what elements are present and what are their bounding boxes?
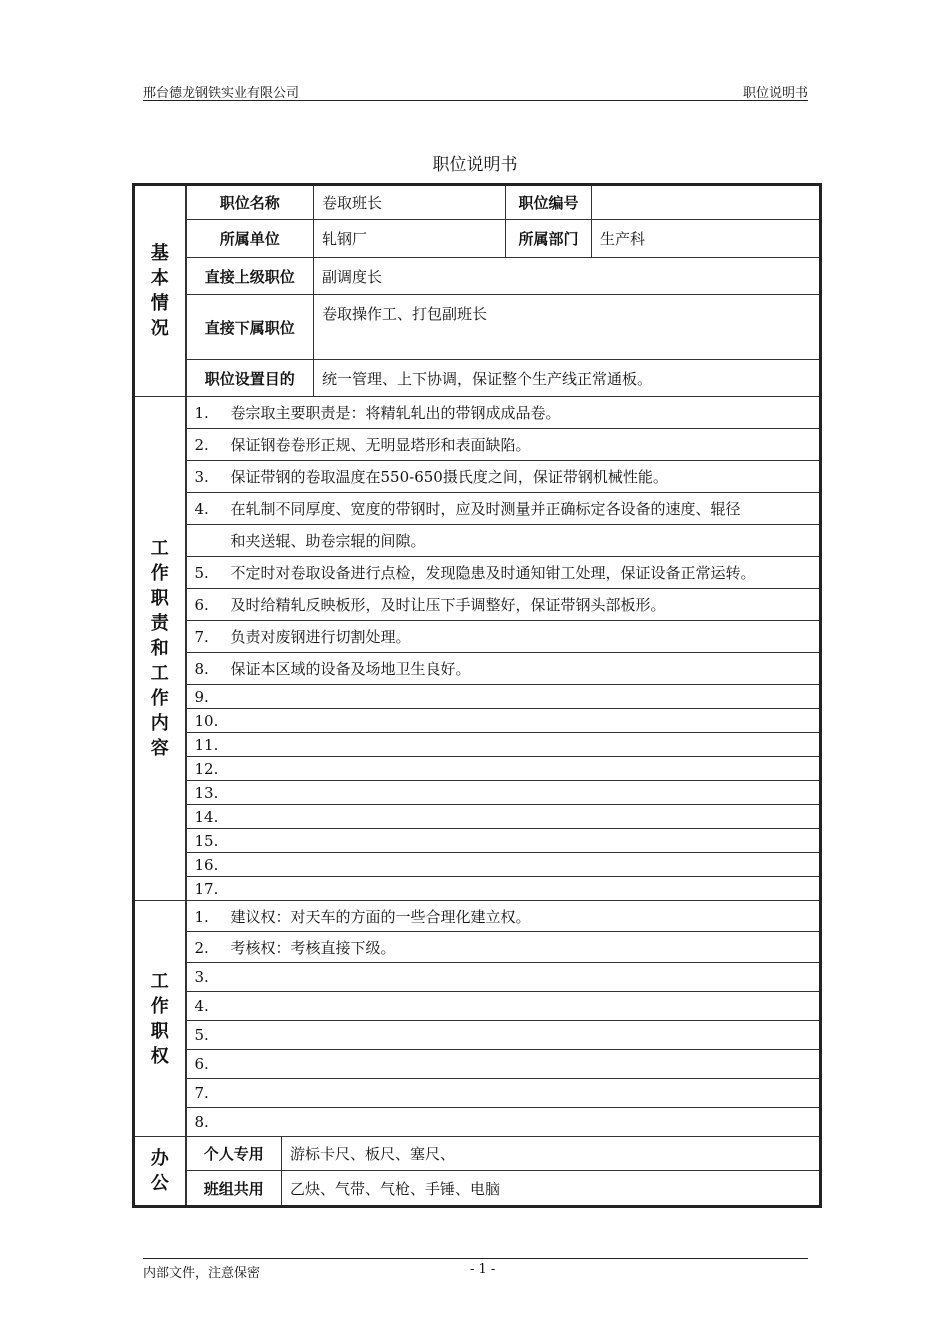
duty-item-text: 卷宗取主要职责是：将精轧轧出的带钢成成品卷。 bbox=[230, 404, 561, 422]
job-code-label: 职位编号 bbox=[506, 185, 592, 220]
authority-item-text: 考核权：考核直接下级。 bbox=[230, 938, 396, 957]
authority-item-number: 6. bbox=[194, 1055, 209, 1073]
duty-item-row bbox=[134, 397, 821, 429]
authority-item-number: 3. bbox=[194, 968, 209, 986]
authority-item bbox=[186, 1050, 821, 1079]
duty-item-number: 8. bbox=[194, 660, 209, 678]
authority-item-number: 2. bbox=[194, 938, 209, 957]
duty-item bbox=[186, 621, 821, 653]
authority-item-text: 建议权：对天车的方面的一些合理化建立权。 bbox=[230, 907, 531, 926]
authority-item-row bbox=[134, 1079, 821, 1108]
duty-item-row bbox=[134, 493, 821, 525]
duty-item bbox=[186, 493, 821, 525]
duty-item bbox=[186, 877, 821, 901]
authority-item bbox=[186, 1108, 821, 1137]
footer-divider bbox=[143, 1258, 808, 1259]
duty-item-row bbox=[134, 525, 821, 557]
purpose-label: 职位设置目的 bbox=[186, 360, 314, 397]
authority-item bbox=[186, 1079, 821, 1108]
duty-item-number: 11. bbox=[194, 735, 219, 754]
duty-item-text: 保证钢卷卷形正规、无明显塔形和表面缺陷。 bbox=[230, 436, 531, 454]
duty-item bbox=[186, 709, 821, 733]
job-description-table bbox=[132, 183, 822, 1208]
duty-item-number: 5. bbox=[194, 564, 209, 582]
duty-item-row bbox=[134, 829, 821, 853]
duty-item-text: 负责对废钢进行切割处理。 bbox=[230, 628, 411, 646]
authority-item-row bbox=[134, 932, 821, 963]
duty-item bbox=[186, 429, 821, 461]
duty-item-row bbox=[134, 589, 821, 621]
authority-item bbox=[186, 963, 821, 992]
duty-item-row bbox=[134, 781, 821, 805]
job-name-value: 卷取班长 bbox=[314, 185, 506, 220]
row-subordinate bbox=[134, 295, 821, 360]
duty-item bbox=[186, 781, 821, 805]
duty-item-number: 16. bbox=[194, 855, 219, 874]
unit-value: 轧钢厂 bbox=[314, 220, 506, 258]
authority-item-number: 8. bbox=[194, 1113, 209, 1131]
duty-item-row bbox=[134, 461, 821, 493]
authority-item bbox=[186, 992, 821, 1021]
duty-item-number: 3. bbox=[194, 468, 209, 486]
authority-item bbox=[186, 1021, 821, 1050]
dept-value: 生产科 bbox=[592, 220, 821, 258]
duty-item bbox=[186, 733, 821, 757]
duty-item-text: 不定时对卷取设备进行点检，发现隐患及时通知钳工处理，保证设备正常运转。 bbox=[230, 564, 756, 582]
row-job-name bbox=[134, 185, 821, 220]
duty-item-row bbox=[134, 757, 821, 781]
duty-item-number: 1. bbox=[194, 404, 209, 422]
duty-item-number: 2. bbox=[194, 436, 209, 454]
duty-item-text: 及时给精轧反映板形，及时让压下手调整好，保证带钢头部板形。 bbox=[230, 596, 666, 614]
shared-value: 乙炔、气带、气枪、手锤、电脑 bbox=[282, 1171, 821, 1207]
duty-item-number: 7. bbox=[194, 628, 209, 646]
duty-item-row bbox=[134, 709, 821, 733]
page-header bbox=[143, 82, 808, 101]
authority-item bbox=[186, 901, 821, 932]
superior-value: 副调度长 bbox=[314, 258, 821, 295]
dept-label: 所属部门 bbox=[506, 220, 592, 258]
duty-item-number: 4. bbox=[194, 500, 209, 518]
header-doc-type: 职位说明书 bbox=[742, 86, 808, 101]
duty-item bbox=[186, 653, 821, 685]
superior-label: 直接上级职位 bbox=[186, 258, 314, 295]
row-unit bbox=[134, 220, 821, 258]
duty-item-row bbox=[134, 557, 821, 589]
section-office: 办公 bbox=[134, 1137, 186, 1207]
duty-item-row bbox=[134, 877, 821, 901]
duty-item bbox=[186, 805, 821, 829]
duty-item bbox=[186, 829, 821, 853]
duty-item-row bbox=[134, 653, 821, 685]
row-office-personal bbox=[134, 1137, 821, 1171]
row-superior bbox=[134, 258, 821, 295]
duty-item bbox=[186, 525, 821, 557]
duty-item-text: 保证带钢的卷取温度在550-650摄氏度之间，保证带钢机械性能。 bbox=[230, 468, 668, 486]
section-authority: 工作职权 bbox=[134, 901, 186, 1137]
duty-item-text: 在轧制不同厚度、宽度的带钢时，应及时测量并正确标定各设备的速度、辊径 bbox=[230, 500, 741, 518]
authority-item-row bbox=[134, 1050, 821, 1079]
duty-item-row bbox=[134, 685, 821, 709]
company-name: 邢台德龙钢铁实业有限公司 bbox=[143, 86, 300, 101]
duty-item-row bbox=[134, 853, 821, 877]
authority-item-row bbox=[134, 1021, 821, 1050]
duty-item-number: 14. bbox=[194, 807, 219, 826]
document-title: 职位说明书 bbox=[432, 155, 518, 175]
authority-item-row bbox=[134, 963, 821, 992]
subordinate-label: 直接下属职位 bbox=[186, 295, 314, 360]
duty-item-number: 15. bbox=[194, 831, 219, 850]
authority-item-row bbox=[134, 901, 821, 932]
job-name-label: 职位名称 bbox=[186, 185, 314, 220]
row-office-shared bbox=[134, 1171, 821, 1207]
duty-item-row bbox=[134, 429, 821, 461]
shared-label: 班组共用 bbox=[186, 1171, 282, 1207]
duty-item bbox=[186, 557, 821, 589]
duty-item-row bbox=[134, 621, 821, 653]
section-basic: 基本情况 bbox=[134, 185, 186, 397]
authority-item-number: 4. bbox=[194, 997, 209, 1015]
duty-item-row bbox=[134, 805, 821, 829]
personal-value: 游标卡尺、板尺、塞尺、 bbox=[282, 1137, 821, 1171]
row-purpose bbox=[134, 360, 821, 397]
purpose-value: 统一管理、上下协调，保证整个生产线正常通板。 bbox=[314, 360, 821, 397]
authority-item-number: 5. bbox=[194, 1026, 209, 1044]
duty-item-number: 10. bbox=[194, 711, 219, 730]
duty-item-number: 6. bbox=[194, 596, 209, 614]
footer-note: 内部文件，注意保密 bbox=[143, 1266, 261, 1281]
authority-item-number: 7. bbox=[194, 1084, 209, 1102]
duty-item-number: 17. bbox=[194, 879, 219, 898]
unit-label: 所属单位 bbox=[186, 220, 314, 258]
duty-item bbox=[186, 853, 821, 877]
authority-item bbox=[186, 932, 821, 963]
authority-item-row bbox=[134, 1108, 821, 1137]
duty-item bbox=[186, 397, 821, 429]
authority-item-row bbox=[134, 992, 821, 1021]
page-number: - 1 - bbox=[470, 1262, 496, 1277]
duty-item-row bbox=[134, 733, 821, 757]
duty-item-number: 13. bbox=[194, 783, 219, 802]
duty-item bbox=[186, 461, 821, 493]
duty-item-number: 12. bbox=[194, 759, 219, 778]
section-duties: 工作职责和工作内容 bbox=[134, 397, 186, 901]
subordinate-value: 卷取操作工、打包副班长 bbox=[314, 295, 821, 360]
job-code-value bbox=[592, 185, 821, 220]
duty-item-text: 和夹送辊、助卷宗辊的间隙。 bbox=[230, 532, 426, 550]
duty-item bbox=[186, 685, 821, 709]
duty-item bbox=[186, 589, 821, 621]
personal-label: 个人专用 bbox=[186, 1137, 282, 1171]
authority-item-number: 1. bbox=[194, 907, 209, 926]
duty-item-text: 保证本区域的设备及场地卫生良好。 bbox=[230, 660, 471, 678]
duty-item-number: 9. bbox=[194, 687, 209, 706]
duty-item bbox=[186, 757, 821, 781]
